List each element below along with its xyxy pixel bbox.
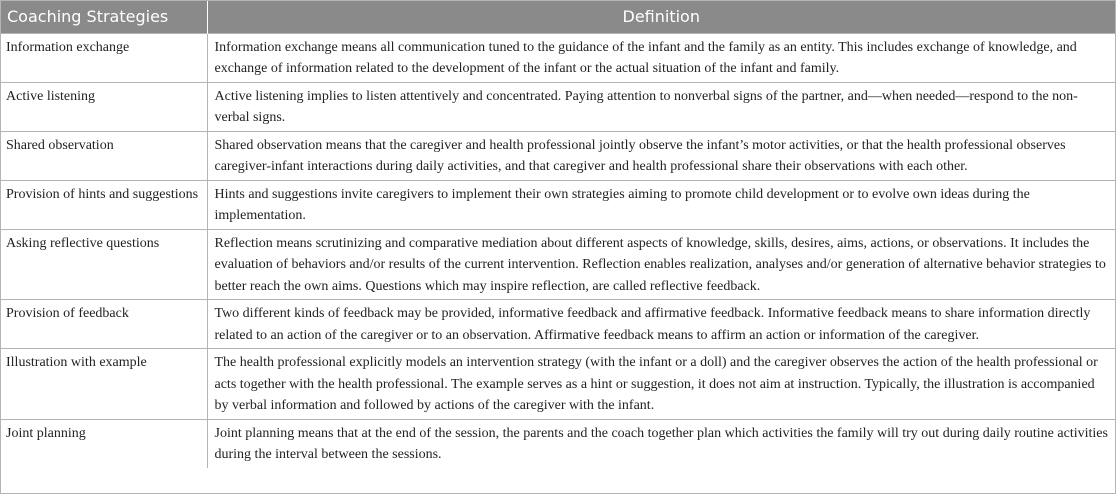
strategy-cell: Active listening (1, 82, 207, 131)
strategy-cell: Joint planning (1, 419, 207, 468)
table-body (1, 33, 1115, 468)
definition-cell: Active listening implies to listen attentively and concentrated. Paying attention to nonverbal signs of the partner, and—when needed—respond to the non-verbal signs. (207, 82, 1115, 131)
table-row (1, 180, 1115, 229)
table-row (1, 82, 1115, 131)
definition-cell: Hints and suggestions invite caregivers to implement their own strategies aiming to promote child development or to evolve own ideas during the implementation. (207, 180, 1115, 229)
header-definition: Definition (622, 7, 700, 27)
definition-cell: Joint planning means that at the end of the session, the parents and the coach together plan which activities the family will try out during daily routine activities during the interval between the sessions. (207, 419, 1115, 468)
header-row (1, 1, 1115, 33)
strategy-cell: Illustration with example (1, 349, 207, 420)
strategy-cell: Provision of feedback (1, 300, 207, 349)
definition-cell: Shared observation means that the caregiver and health professional jointly observe the infant’s motor activities, or that the health professional observes caregiver-infant interactions during daily activities, and that caregiver and health professional share their observations with each other. (207, 131, 1115, 180)
table-row (1, 349, 1115, 420)
definition-cell: Reflection means scrutinizing and comparative mediation about different aspects of knowledge, skills, desires, aims, actions, or observations. It includes the evaluation of behaviors and/or results of the current intervention. Reflection enables realization, analyses and/or generation of alternative behavior strategies to better reach the own aims. Questions which may inspire reflection, are called reflective feedback. (207, 229, 1115, 300)
strategy-cell: Information exchange (1, 33, 207, 82)
strategy-cell: Shared observation (1, 131, 207, 180)
definition-cell: The health professional explicitly models an intervention strategy (with the infant or a doll) and the caregiver observes the action of the health professional or acts together with the health professional. The example serves as a hint or suggestion, it does not aim at instruction. Typically, the illustration is accompanied by verbal information and followed by actions of the caregiver with the infant. (207, 349, 1115, 420)
table-header (1, 1, 1115, 33)
table-row (1, 131, 1115, 180)
table-row (1, 419, 1115, 468)
definition-cell: Information exchange means all communication tuned to the guidance of the infant and the family as an entity. This includes exchange of knowledge, and exchange of information related to the development of the infant or the actual situation of the infant and family. (207, 33, 1115, 82)
definitions-table (1, 1, 1115, 468)
definition-cell: Two different kinds of feedback may be provided, informative feedback and affirmative feedback. Informative feedback means to share information directly related to an action of the caregiver or to an observation. Affirmative feedback means to affirm an action or information of the caregiver. (207, 300, 1115, 349)
strategy-cell: Asking reflective questions (1, 229, 207, 300)
header-coaching-strategies: Coaching Strategies (1, 1, 207, 33)
table-row (1, 300, 1115, 349)
table-row (1, 33, 1115, 82)
table-row (1, 229, 1115, 300)
strategy-cell: Provision of hints and suggestions (1, 180, 207, 229)
